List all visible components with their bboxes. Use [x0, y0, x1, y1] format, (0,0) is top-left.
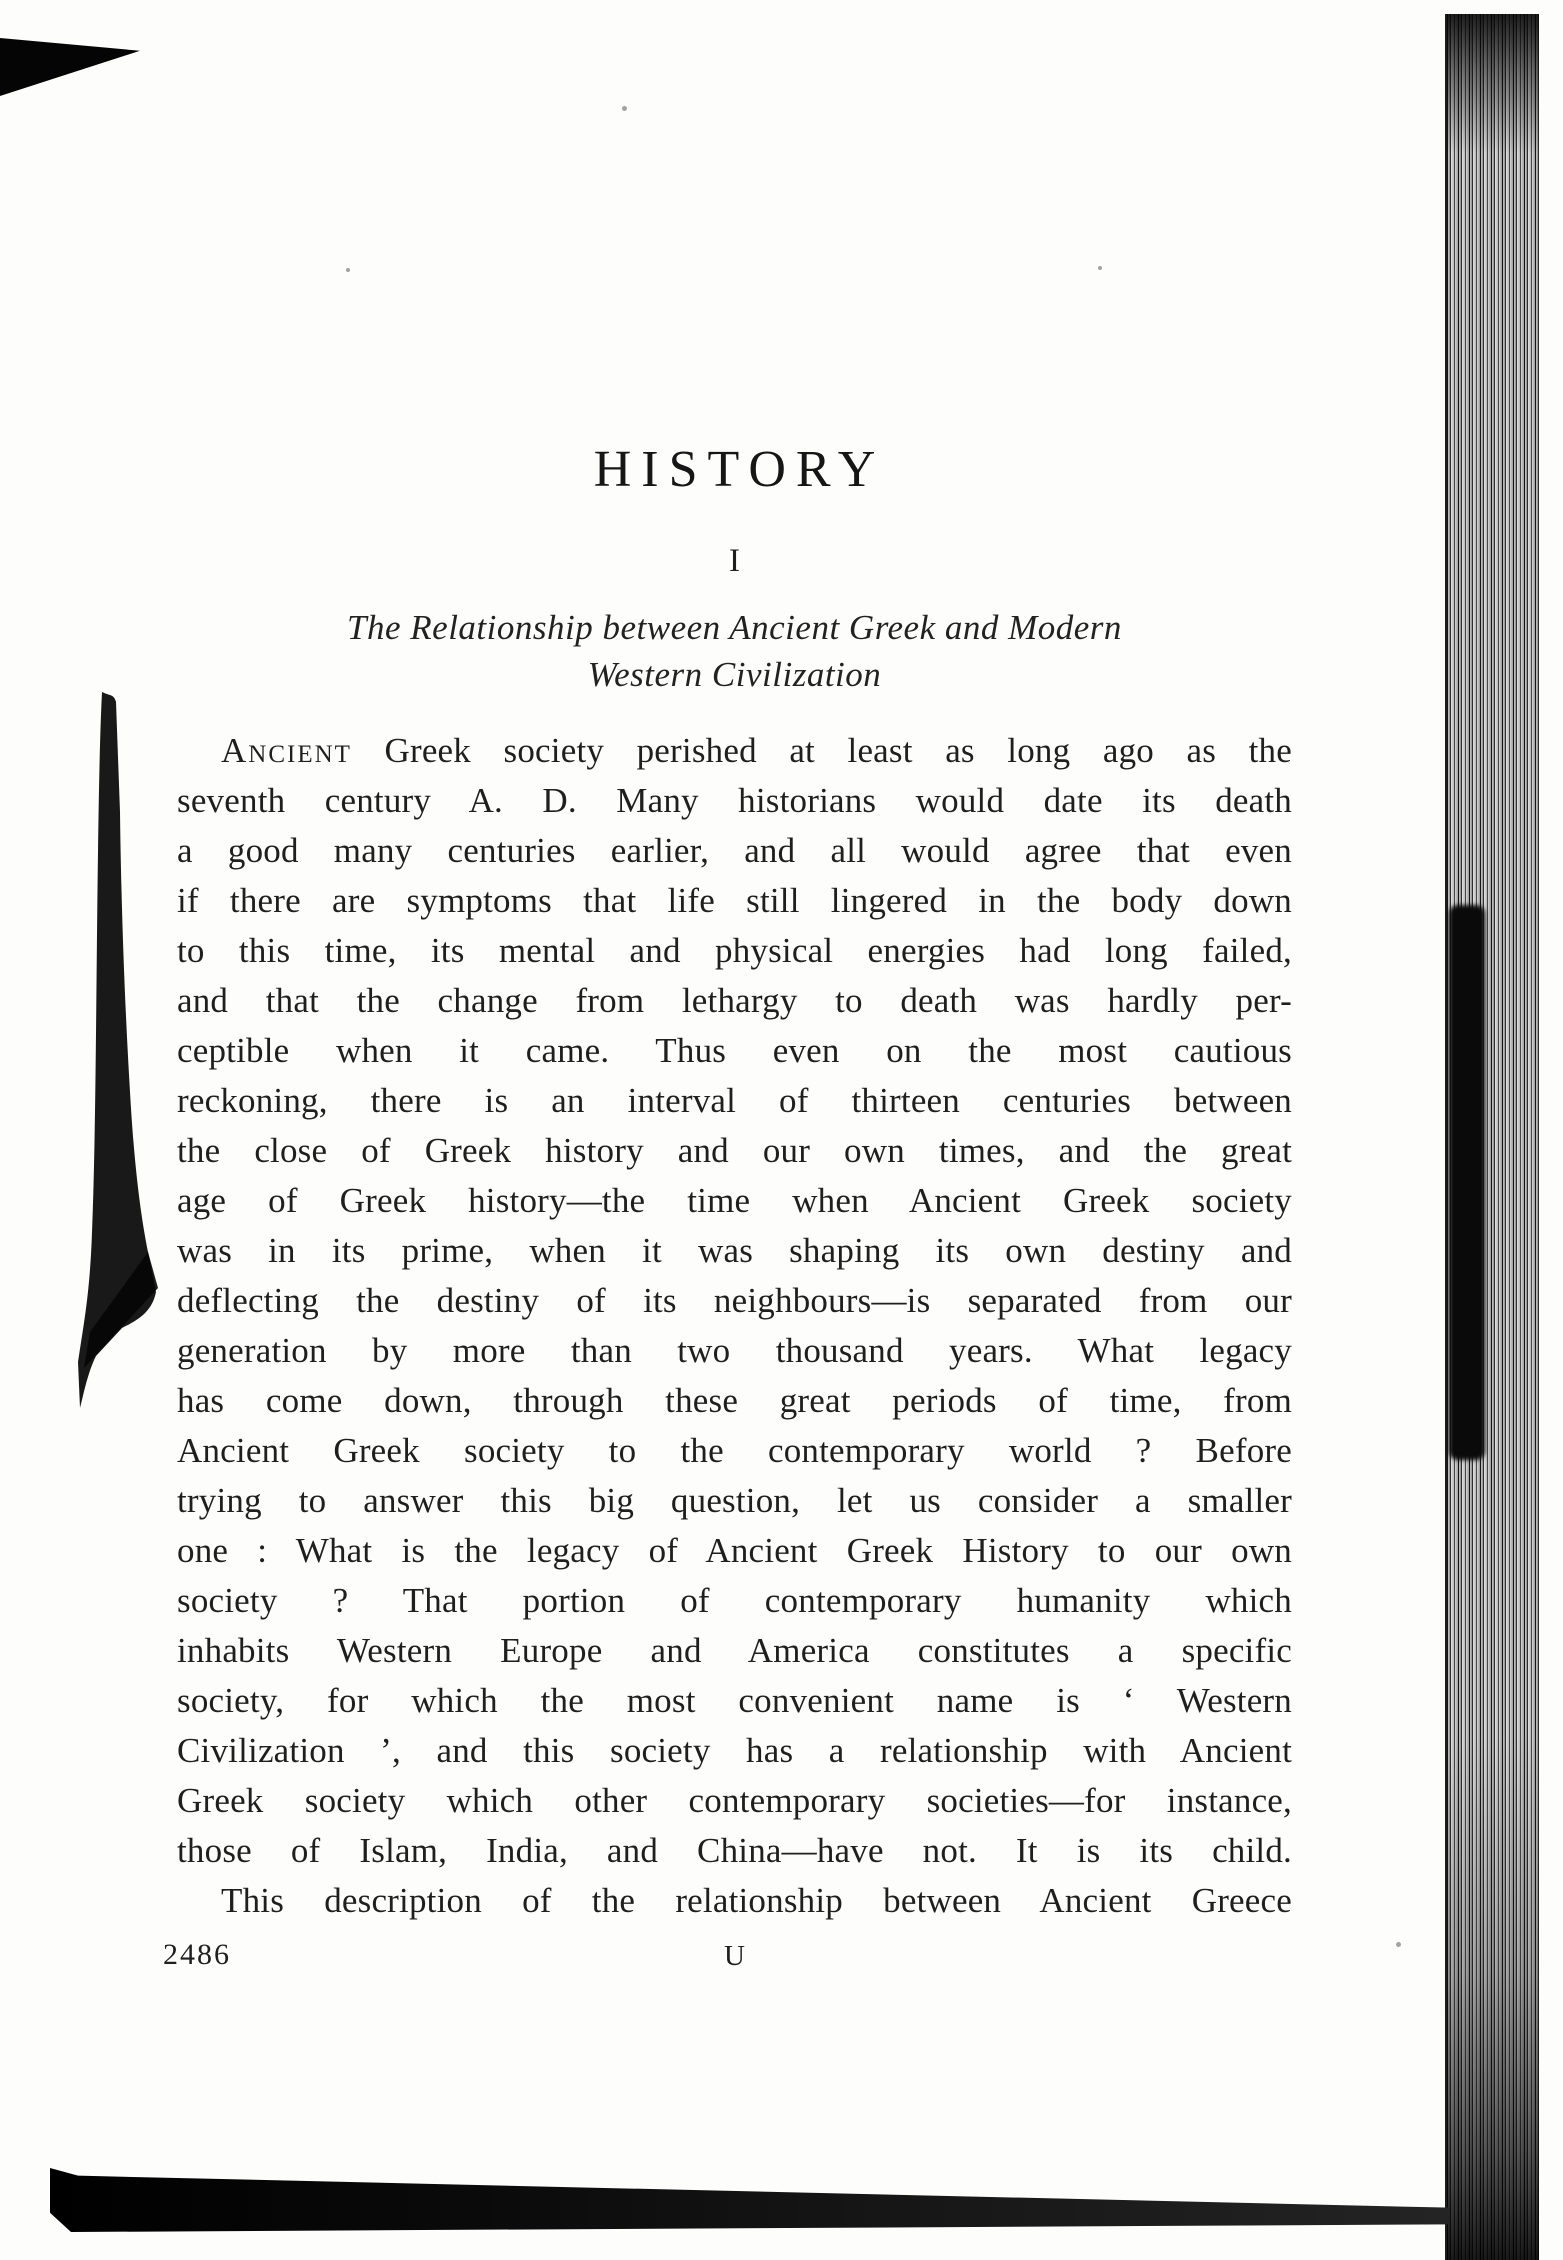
text-line: ceptible when it came. Thus even on the most cautious: [177, 1031, 1292, 1070]
text-line: This description of the relationship between Ancient Greece: [221, 1881, 1292, 1920]
text-line: was in its prime, when it was shaping its own destiny and: [177, 1231, 1292, 1270]
scan-artifact-corner-mark: [0, 38, 140, 96]
text-line-rest: Greek society perished at least as long ago as the: [384, 731, 1292, 770]
text-line: if there are symptoms that life still lingered in the body down: [177, 881, 1292, 920]
chapter-subtitle-line1: The Relationship between Ancient Greek and Modern: [347, 608, 1122, 647]
page-footer: [163, 1936, 1292, 1982]
text-line: Civilization ’, and this society has a relationship with Ancient: [177, 1731, 1292, 1770]
scan-artifact-ink-smear: [78, 692, 158, 1412]
text-line: deflecting the destiny of its neighbours—is separated from our: [177, 1281, 1292, 1320]
text-line: generation by more than two thousand years. What legacy: [177, 1331, 1292, 1370]
text-line: age of Greek history—the time when Ancient Greek society: [177, 1181, 1292, 1220]
text-line: reckoning, there is an interval of thirteen centuries between: [177, 1081, 1292, 1120]
section-number: I: [729, 543, 740, 579]
text-line: one : What is the legacy of Ancient Greek History to our own: [177, 1531, 1292, 1570]
lead-word-smallcaps: Ancient: [221, 731, 352, 770]
scan-speck: [1098, 266, 1102, 270]
text-line: Greek society which other contemporary societies—for instance,: [177, 1781, 1292, 1820]
text-line: society, for which the most convenient name is ‘ Western: [177, 1681, 1292, 1720]
catchword: U: [724, 1940, 745, 1972]
text-line: a good many centuries earlier, and all would agree that even: [177, 831, 1292, 870]
text-line: trying to answer this big question, let us consider a smaller: [177, 1481, 1292, 1520]
text-line: [177, 726, 1292, 776]
page-title: HISTORY: [593, 441, 886, 498]
scan-artifact-bottom-shadow: [50, 2168, 1450, 2232]
text-column: [163, 440, 1292, 1982]
text-line: and that the change from lethargy to death was hardly per-: [177, 981, 1292, 1020]
text-line: inhabits Western Europe and America constitutes a specific: [177, 1631, 1292, 1670]
paragraph-1: [177, 726, 1292, 1876]
book-page-edges-dark-patch: [1449, 905, 1485, 1460]
text-line: those of Islam, India, and China—have not. It is its child.: [177, 1831, 1292, 1870]
scan-speck: [1396, 1942, 1401, 1947]
text-line: has come down, through these great periods of time, from: [177, 1381, 1292, 1420]
chapter-subtitle: [177, 604, 1292, 698]
text-line: seventh century A. D. Many historians would date its death: [177, 781, 1292, 820]
chapter-subtitle-line2: Western Civilization: [587, 655, 882, 694]
text-line: Ancient Greek society to the contemporary world ? Before: [177, 1431, 1292, 1470]
text-line: society ? That portion of contemporary humanity which: [177, 1581, 1292, 1620]
text-line: to this time, its mental and physical energies had long failed,: [177, 931, 1292, 970]
scan-speck: [622, 106, 627, 111]
signature-number: 2486: [163, 1938, 231, 1971]
scan-speck: [346, 268, 350, 272]
paragraph-2: [177, 1876, 1292, 1926]
text-line: the close of Greek history and our own times, and the great: [177, 1131, 1292, 1170]
